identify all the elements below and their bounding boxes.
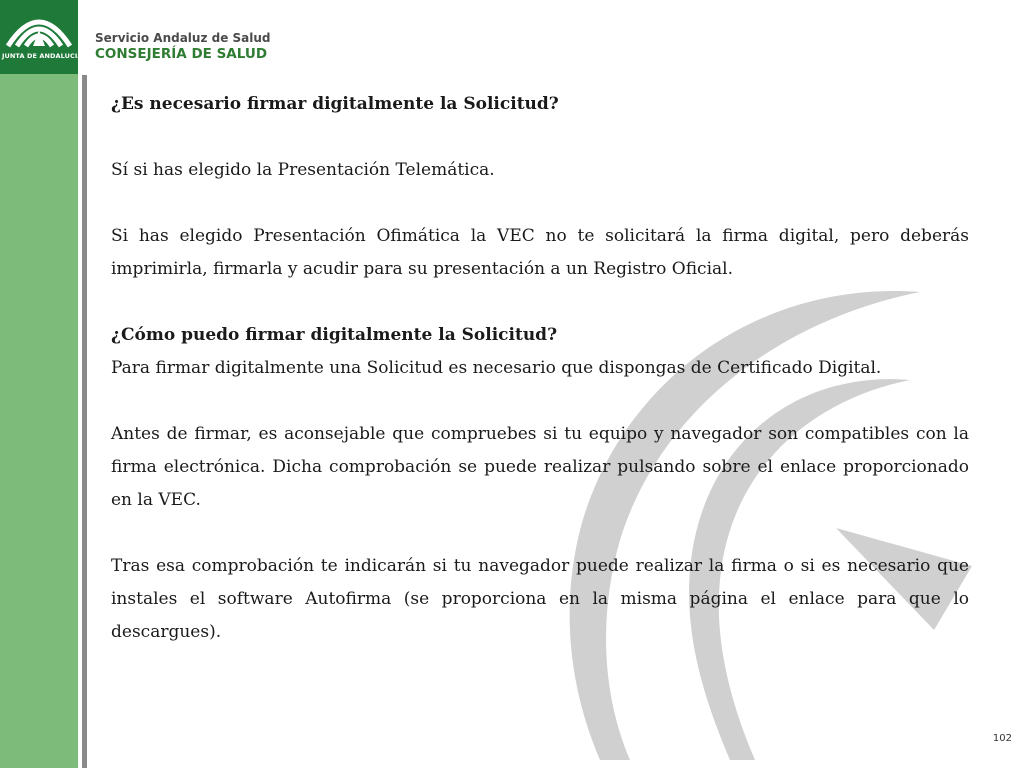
junta-andalucia-logo <box>0 0 83 74</box>
header <box>95 30 271 63</box>
question-signature-required: ¿Es necesario firmar digitalmente la Solicitud? <box>111 94 559 114</box>
side-bar <box>0 0 83 768</box>
question-how-to-sign: ¿Cómo puedo firmar digitalmente la Solicitud? <box>111 325 558 345</box>
vertical-rule <box>82 75 87 768</box>
paragraph-autofirma: Tras esa comprobación te indicarán si tu navegador puede realizar la firma o si es necesario que instales el software Autofirma (se proporciona en la misma página el enlace para que lo descargues). <box>111 556 969 642</box>
arches-icon <box>0 0 78 52</box>
answer-telematic: Sí si has elegido la Presentación Telemática. <box>111 160 495 180</box>
paragraph-compatibility: Antes de firmar, es aconsejable que compruebes si tu equipo y navegador son compatibles con la firma electrónica. Dicha comprobación se puede realizar pulsando sobre el enlace proporcionado en la VEC. <box>111 424 969 510</box>
slide-content <box>111 88 969 649</box>
department-name: CONSEJERÍA DE SALUD <box>95 46 268 62</box>
logo-text: JUNTA DE ANDALUCIA <box>2 52 83 60</box>
answer-ofimatic: Si has elegido Presentación Ofimática la VEC no te solicitará la firma digital, pero deberás imprimirla, firmarla y acudir para su presentación a un Registro Oficial. <box>111 226 969 279</box>
org-name: Servicio Andaluz de Salud <box>95 31 271 45</box>
page-number: 102 <box>992 733 1012 744</box>
answer-certificate: Para firmar digitalmente una Solicitud es necesario que dispongas de Certificado Digital. <box>111 358 882 378</box>
